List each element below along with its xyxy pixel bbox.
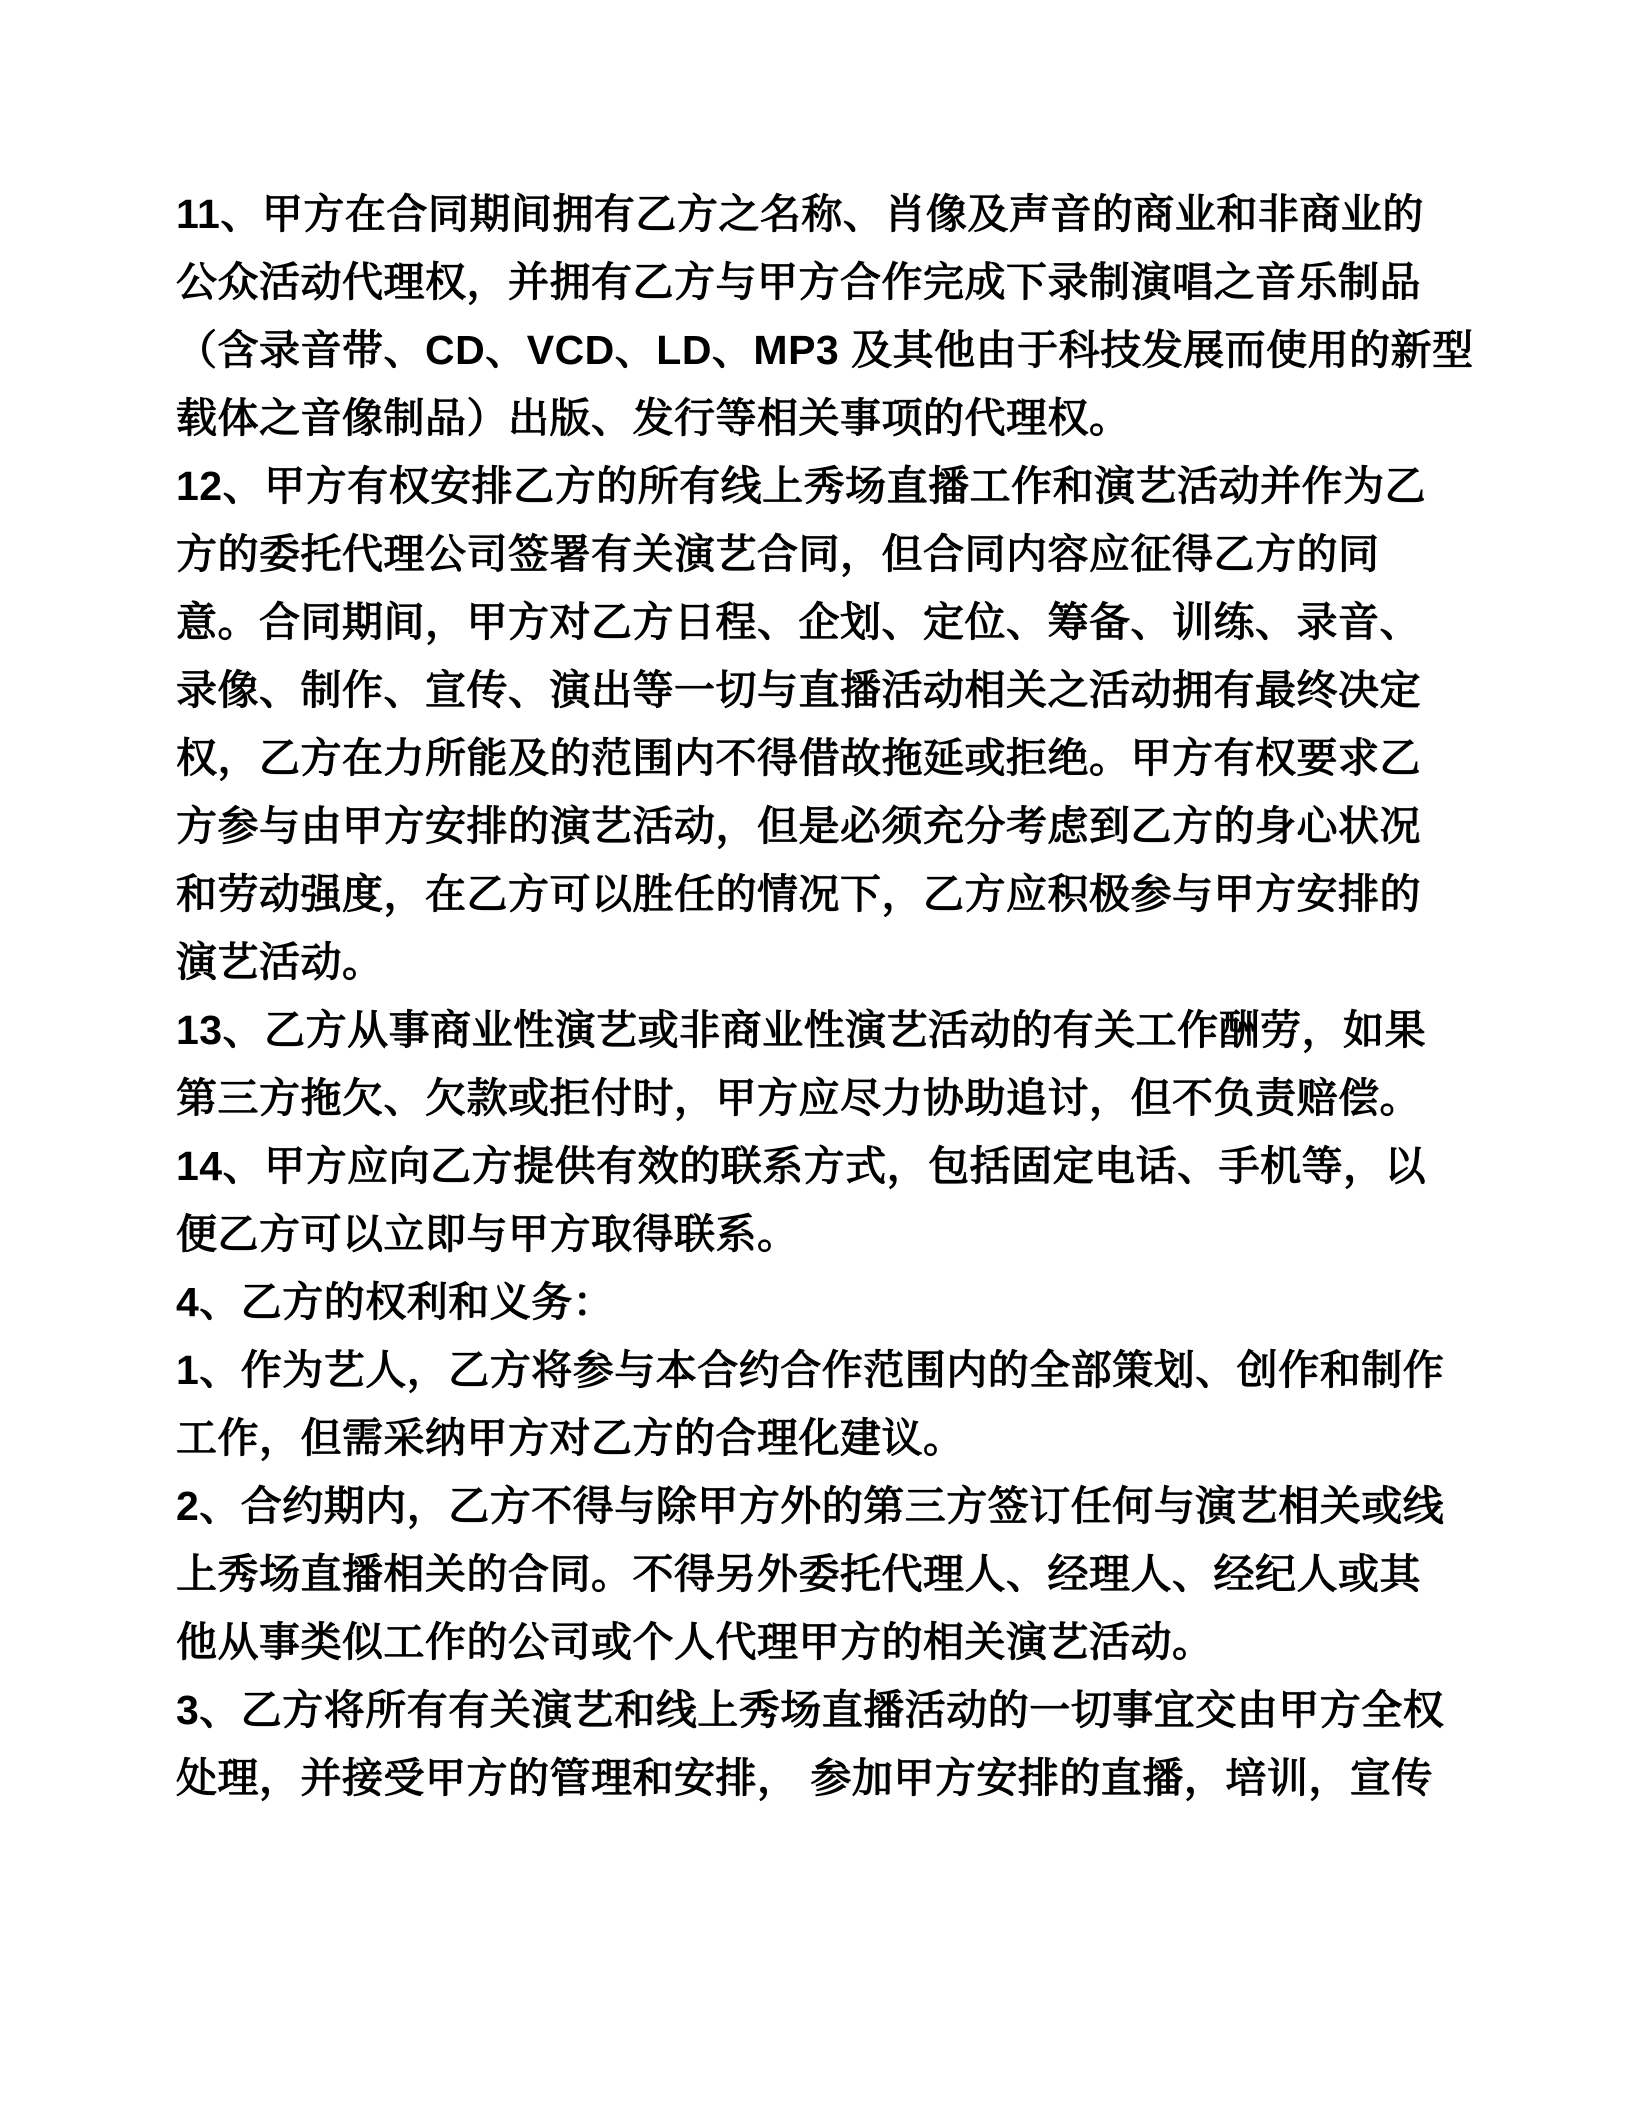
contract-line: 13、乙方从事商业性演艺或非商业性演艺活动的有关工作酬劳，如果 bbox=[176, 1007, 1427, 1053]
contract-line: 4、乙方的权利和义务： bbox=[176, 1279, 615, 1325]
contract-line: 12、甲方有权安排乙方的所有线上秀场直播工作和演艺活动并作为乙 bbox=[176, 463, 1427, 509]
contract-line: 上秀场直播相关的合同。不得另外委托代理人、经理人、经纪人或其 bbox=[176, 1551, 1421, 1597]
contract-line: 14、甲方应向乙方提供有效的联系方式，包括固定电话、手机等，以 bbox=[176, 1143, 1427, 1189]
contract-line: 意。合同期间，甲方对乙方日程、企划、定位、筹备、训练、录音、 bbox=[176, 599, 1421, 645]
contract-line: 处理，并接受甲方的管理和安排， 参加甲方安排的直播，培训，宣传 bbox=[176, 1755, 1433, 1801]
contract-line: （含录音带、CD、VCD、LD、MP3 及其他由于科技发展而使用的新型 bbox=[176, 327, 1474, 373]
contract-line: 3、乙方将所有有关演艺和线上秀场直播活动的一切事宜交由甲方全权 bbox=[176, 1687, 1445, 1733]
contract-line: 2、合约期内，乙方不得与除甲方外的第三方签订任何与演艺相关或线 bbox=[176, 1483, 1445, 1529]
contract-line: 便乙方可以立即与甲方取得联系。 bbox=[176, 1211, 799, 1257]
contract-text-block bbox=[176, 180, 1476, 1812]
contract-line: 他从事类似工作的公司或个人代理甲方的相关演艺活动。 bbox=[176, 1619, 1214, 1665]
contract-line: 演艺活动。 bbox=[176, 939, 384, 985]
contract-line: 权，乙方在力所能及的范围内不得借故拖延或拒绝。甲方有权要求乙 bbox=[176, 735, 1421, 781]
contract-line: 公众活动代理权，并拥有乙方与甲方合作完成下录制演唱之音乐制品 bbox=[176, 259, 1421, 305]
contract-line: 和劳动强度，在乙方可以胜任的情况下，乙方应积极参与甲方安排的 bbox=[176, 871, 1421, 917]
contract-line: 载体之音像制品）出版、发行等相关事项的代理权。 bbox=[176, 395, 1131, 441]
contract-line: 1、作为艺人，乙方将参与本合约合作范围内的全部策划、创作和制作 bbox=[176, 1347, 1445, 1393]
contract-line: 方参与由甲方安排的演艺活动，但是必须充分考虑到乙方的身心状况 bbox=[176, 803, 1421, 849]
contract-line: 11、甲方在合同期间拥有乙方之名称、肖像及声音的商业和非商业的 bbox=[176, 191, 1424, 237]
contract-line: 工作，但需采纳甲方对乙方的合理化建议。 bbox=[176, 1415, 965, 1461]
contract-line: 第三方拖欠、欠款或拒付时，甲方应尽力协助追讨，但不负责赔偿。 bbox=[176, 1075, 1421, 1121]
contract-line: 方的委托代理公司签署有关演艺合同，但合同内容应征得乙方的同 bbox=[176, 531, 1380, 577]
contract-line: 录像、制作、宣传、演出等一切与直播活动相关之活动拥有最终决定 bbox=[176, 667, 1421, 713]
